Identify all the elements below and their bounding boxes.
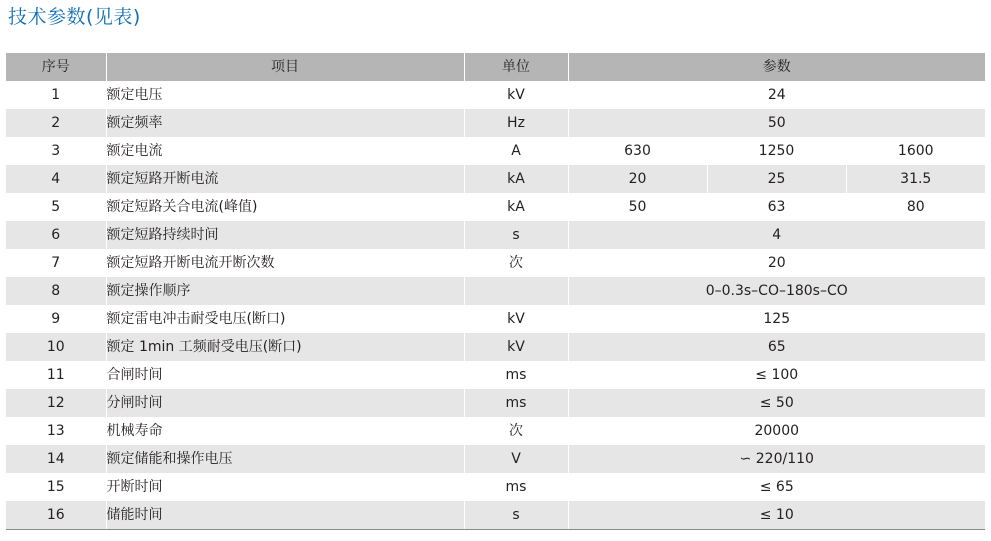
- row-param-value: 0–0.3s–CO–180s–CO: [568, 277, 985, 305]
- row-seq: 10: [6, 333, 106, 361]
- table-row: [6, 305, 985, 333]
- row-param-value: 1250: [707, 137, 846, 165]
- row-unit: V: [464, 445, 568, 473]
- row-unit: kV: [464, 333, 568, 361]
- row-seq: 14: [6, 445, 106, 473]
- header-params: 参数: [568, 53, 985, 81]
- row-item: 额定操作顺序: [106, 277, 464, 305]
- row-unit: ms: [464, 361, 568, 389]
- row-param-value: 125: [568, 305, 985, 333]
- row-seq: 9: [51, 311, 61, 327]
- row-param-value: 24: [568, 81, 985, 109]
- row-item: 额定 1min 工频耐受电压(断口): [106, 333, 464, 361]
- row-unit: s: [464, 221, 568, 249]
- row-param-value: 20000: [568, 417, 985, 445]
- row-param-value: 20: [568, 249, 985, 277]
- row-seq: 5: [51, 199, 61, 215]
- row-item: 额定电流: [106, 137, 464, 165]
- row-unit: ms: [464, 389, 568, 417]
- row-seq: 11: [46, 367, 65, 383]
- row-seq: 2: [6, 109, 106, 137]
- row-unit: kV: [464, 81, 568, 109]
- row-param-value: 80: [846, 193, 985, 221]
- row-item: 额定电压: [106, 81, 464, 109]
- row-param-value: 50: [568, 109, 985, 137]
- row-param-value: 31.5: [846, 165, 985, 193]
- row-param-value: 20: [568, 165, 707, 193]
- row-seq: 12: [6, 389, 106, 417]
- row-unit: kA: [464, 165, 568, 193]
- row-seq: 1: [51, 87, 61, 103]
- row-unit: ms: [464, 473, 568, 501]
- row-seq: 15: [46, 479, 65, 495]
- table-row: [6, 221, 985, 249]
- row-item: 储能时间: [106, 501, 464, 530]
- table-header-row: [6, 53, 985, 81]
- row-item: 额定短路关合电流(峰值): [106, 193, 464, 221]
- table-row: [6, 473, 985, 501]
- row-item: 分闸时间: [106, 389, 464, 417]
- page-title: 技术参数(见表): [8, 6, 141, 28]
- row-seq: 13: [46, 423, 65, 439]
- table-row: [6, 193, 985, 221]
- table-row: [6, 165, 985, 193]
- row-unit: 次: [464, 249, 568, 277]
- row-item: 开断时间: [106, 473, 464, 501]
- row-item: 额定短路开断电流: [106, 165, 464, 193]
- row-unit: Hz: [464, 109, 568, 137]
- table-row: [6, 277, 985, 305]
- row-seq: 3: [51, 143, 61, 159]
- table-row: [6, 81, 985, 109]
- row-param-value: 630: [568, 137, 707, 165]
- row-param-value: 1600: [846, 137, 985, 165]
- spec-table: [6, 53, 985, 530]
- row-seq: 6: [6, 221, 106, 249]
- row-unit: 次: [464, 417, 568, 445]
- row-unit: [464, 277, 568, 305]
- table-row: [6, 389, 985, 417]
- row-item: 合闸时间: [106, 361, 464, 389]
- row-item: 额定雷电冲击耐受电压(断口): [106, 305, 464, 333]
- table-row: [6, 333, 985, 361]
- row-item: 机械寿命: [106, 417, 464, 445]
- table-row: [6, 501, 985, 530]
- table-row: [6, 445, 985, 473]
- row-param-value: ≤ 65: [568, 473, 985, 501]
- row-param-value: 4: [568, 221, 985, 249]
- row-unit: A: [464, 137, 568, 165]
- row-seq: 7: [51, 255, 61, 271]
- row-item: 额定频率: [106, 109, 464, 137]
- row-param-value: ≤ 50: [568, 389, 985, 417]
- table-body: [6, 81, 985, 530]
- table-row: [6, 137, 985, 165]
- row-param-value: 50: [568, 193, 707, 221]
- header-unit: 单位: [464, 53, 568, 81]
- header-item: 项目: [106, 53, 464, 81]
- row-param-value: ≤ 10: [568, 501, 985, 530]
- row-unit: s: [464, 501, 568, 530]
- row-unit: kV: [464, 305, 568, 333]
- row-param-value: 63: [707, 193, 846, 221]
- table-row: [6, 249, 985, 277]
- row-item: 额定短路开断电流开断次数: [106, 249, 464, 277]
- row-seq: 16: [6, 501, 106, 530]
- row-param-value: ≤ 100: [568, 361, 985, 389]
- row-item: 额定储能和操作电压: [106, 445, 464, 473]
- row-item: 额定短路持续时间: [106, 221, 464, 249]
- table-row: [6, 109, 985, 137]
- row-seq: 8: [6, 277, 106, 305]
- row-param-value: 25: [707, 165, 846, 193]
- table-row: [6, 361, 985, 389]
- header-seq: 序号: [6, 53, 106, 81]
- row-seq: 4: [6, 165, 106, 193]
- row-param-value: ∽ 220/110: [568, 445, 985, 473]
- row-unit: kA: [464, 193, 568, 221]
- row-param-value: 65: [568, 333, 985, 361]
- table-row: [6, 417, 985, 445]
